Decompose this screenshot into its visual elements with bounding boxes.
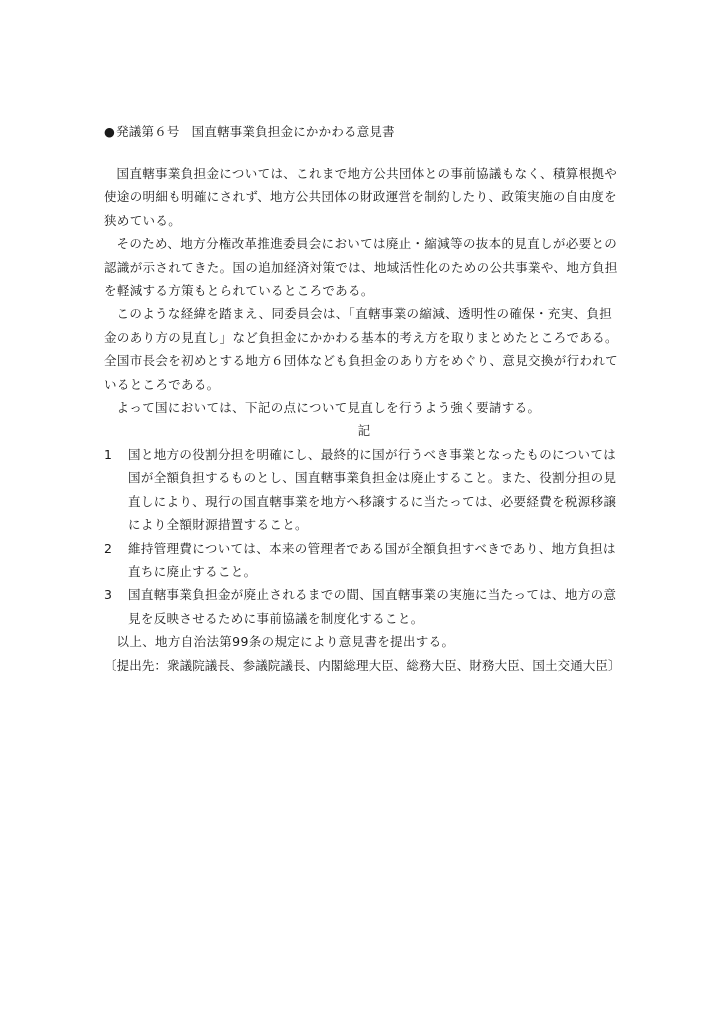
request-item-3: [104, 583, 624, 630]
item-text: 維持管理費については、本来の管理者である国が全額負担すべきであり、地方負担は直ちに廃止すること。: [128, 540, 616, 579]
submission-destination: 〔提出先：衆議院議長、参議院議長、内閣総理大臣、総務大臣、財務大臣、国土交通大臣〕: [104, 657, 621, 673]
item-number: 2: [104, 540, 113, 556]
item-number: 3: [104, 587, 113, 603]
title-number: 発議第６号: [116, 124, 180, 139]
document-title: [104, 124, 395, 140]
title-text: 国直轄事業負担金にかかわる意見書: [191, 124, 395, 139]
body-paragraph-2: そのため、地方分権改革推進委員会においては廃止・縮減等の抜本的見直しが必要との認識が示されてきた。国の追加経済対策では、地域活性化のための公共事業や、地方負担を軽減する方策もとられているところである。: [104, 236, 618, 299]
ki-heading: 記: [357, 423, 371, 439]
document-body: [104, 162, 624, 677]
body-paragraph-3: このような経緯を踏まえ、同委員会は、「直轄事業の縮減、透明性の確保・充実、負担金のあり方の見直し」など負担金にかかわる基本的考え方を取りまとめたところである。全国市長会を初めとする地方６団体なども負担金のあり方をめぐり、意見交換が行われているところである。: [104, 306, 619, 392]
request-item-2: [104, 537, 624, 584]
item-number: 1: [104, 446, 113, 462]
closing-statement: 以上、地方自治法第99条の規定により意見書を提出する。: [116, 634, 455, 650]
item-text: 国直轄事業負担金が廃止されるまでの間、国直轄事業の実施に当たっては、地方の意見を反映させるために事前協議を制度化すること。: [128, 587, 617, 626]
request-item-1: [104, 443, 624, 537]
body-paragraph-1: 国直轄事業負担金については、これまで地方公共団体との事前協議もなく、積算根拠や使途の明細も明確にされず、地方公共団体の財政運営を制約したり、政策実施の自由度を狭めている。: [104, 166, 618, 228]
item-text: 国と地方の役割分担を明確にし、最終的に国が行うべき事業となったものについては国が全額負担するものとし、国直轄事業負担金は廃止すること。また、役割分担の見直しにより、現行の国直轄事業を地方へ移譲するに当たっては、必要経費を税源移譲により全額財源措置すること。: [128, 446, 617, 533]
request-items: [104, 443, 624, 630]
title-bullet: ●: [104, 124, 116, 139]
body-paragraph-4: よって国においては、下記の点について見直しを行うよう強く要請する。: [116, 400, 541, 416]
